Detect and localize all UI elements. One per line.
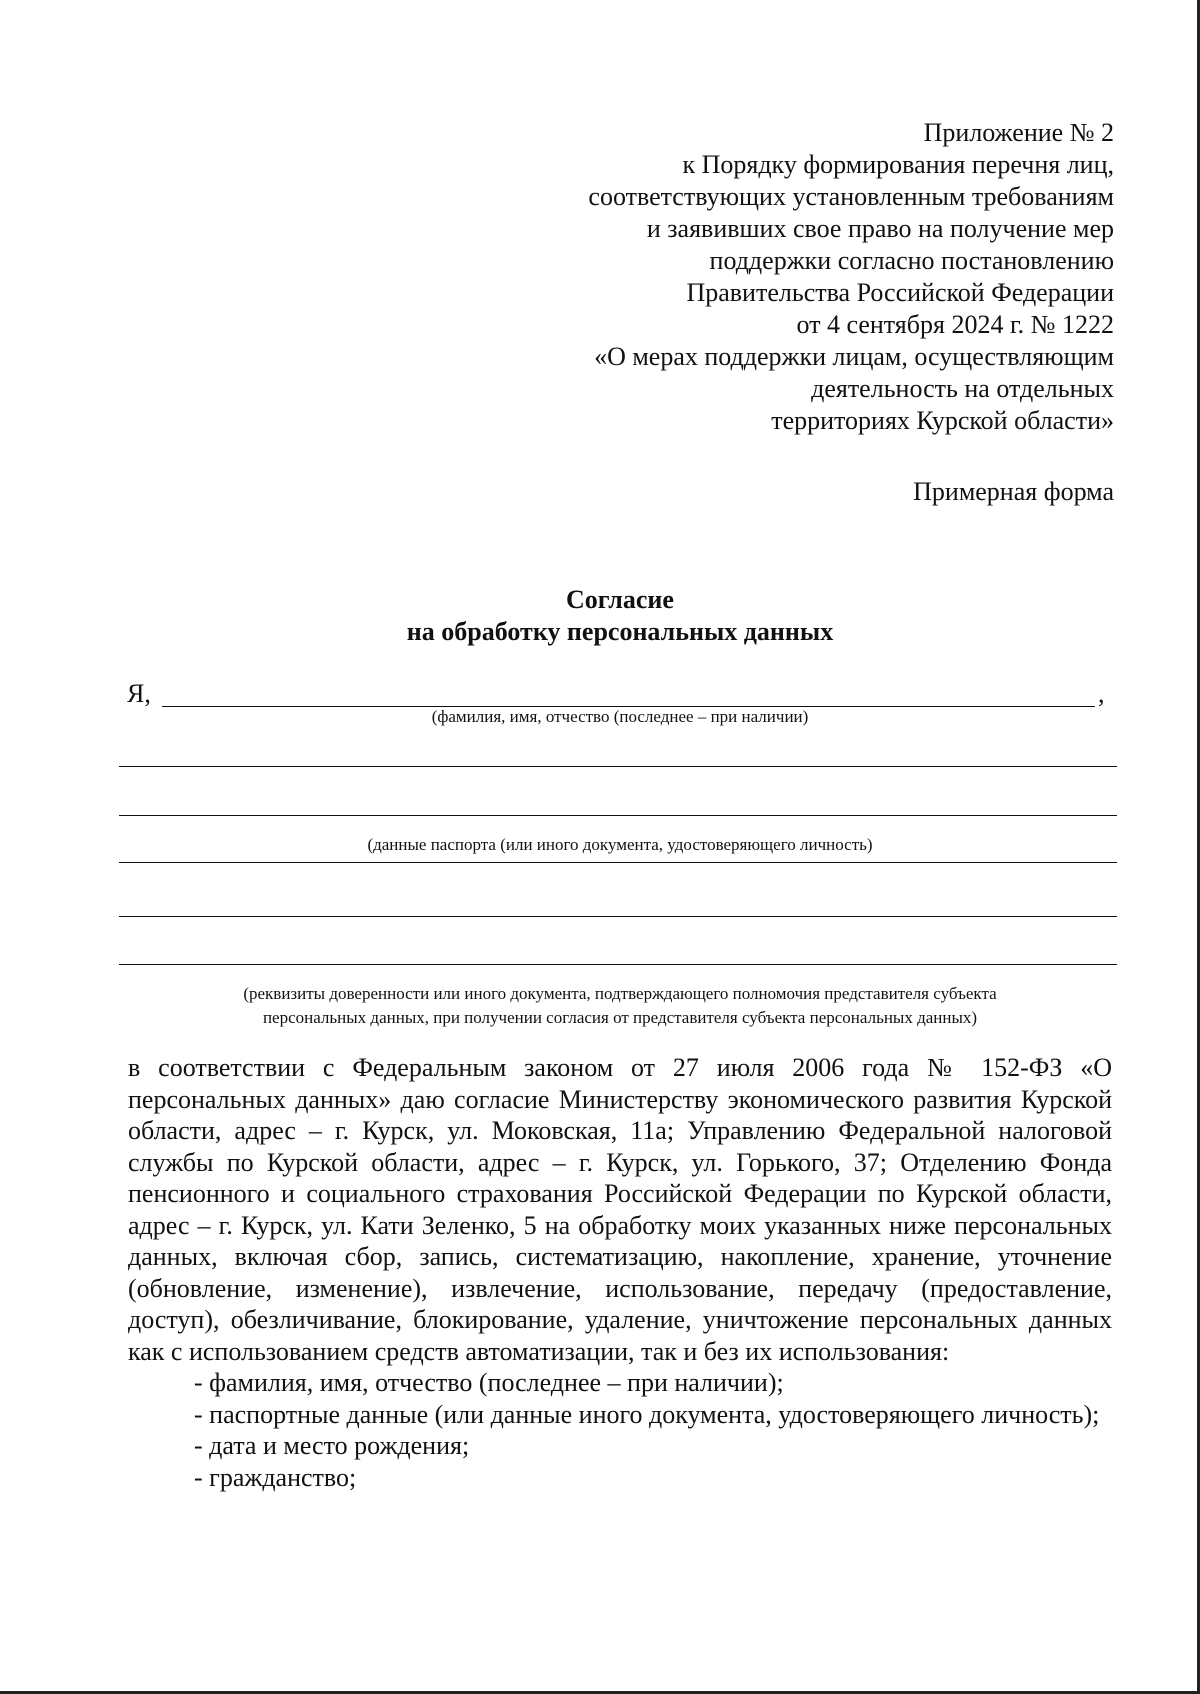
passport-fill-line-2[interactable]	[119, 815, 1117, 816]
appendix-line: Правительства Российской Федерации	[686, 278, 1114, 307]
appendix-line: поддержки согласно постановлению	[709, 246, 1114, 275]
passport-caption: (данные паспорта (или иного документа, удостоверяющего личность)	[367, 835, 873, 854]
subject-comma: ,	[1098, 679, 1105, 708]
list-item: - паспортные данные (или данные иного документа, удостоверяющего личность);	[194, 1399, 1100, 1429]
form-kind-label: Примерная форма	[913, 477, 1114, 506]
title-line-2: на обработку персональных данных	[406, 617, 834, 646]
appendix-line: от 4 сентября 2024 г. № 1222	[796, 310, 1114, 339]
appendix-line: территориях Курской области»	[771, 406, 1114, 435]
appendix-line: к Порядку формирования перечня лиц,	[682, 150, 1114, 179]
power-fill-line-1[interactable]	[119, 862, 1117, 863]
passport-fill-line-1[interactable]	[119, 766, 1117, 767]
appendix-line: Приложение № 2	[923, 118, 1114, 147]
appendix-line: и заявивших свое право на получение мер	[646, 214, 1114, 243]
consent-main-paragraph	[128, 1052, 1112, 1367]
appendix-line: деятельность на отдельных	[811, 374, 1114, 403]
title-line-1: Согласие	[566, 585, 674, 614]
consent-main-text: в соответствии с Федеральным законом от 27 июля 2006 года № 152-ФЗ «О персональных данных» даю согласие Министерству экономического развития Курской области, адрес – г. Курск, ул. Моковская, 11а; Управлению Федеральной налоговой службы по Курской области, адрес – г. Курск, ул. Горького, 37; Отделению Фонда пенсионного и социального страхования Российской Федерации по Курской области, адрес – г. Курск, ул. Кати Зеленко, 5 на обработку моих указанных ниже персональных данных, включая сбор, запись, систематизацию, накопление, хранение, уточнение (обновление, изменение), извлечение, использование, передачу (предоставление, доступ), обезличивание, блокирование, удаление, уничтожение персональных данных	[128, 1053, 1112, 1334]
list-item: - фамилия, имя, отчество (последнее – при наличии);	[194, 1368, 784, 1397]
appendix-line: соответствующих установленным требованиям	[588, 182, 1114, 211]
appendix-header	[494, 117, 1114, 437]
consent-main-text-end: как с использованием средств автоматизации, так и без их использования:	[128, 1336, 950, 1366]
list-item: - дата и место рождения;	[194, 1431, 470, 1460]
power-fill-line-2[interactable]	[119, 916, 1117, 917]
power-fill-line-3[interactable]	[119, 964, 1117, 965]
subject-pronoun: Я,	[127, 679, 151, 708]
name-caption: (фамилия, имя, отчество (последнее – при наличии)	[431, 707, 809, 726]
list-item: - гражданство;	[194, 1462, 357, 1492]
appendix-line: «О мерах поддержки лицам, осуществляющим	[594, 342, 1114, 371]
document-title	[0, 584, 1200, 648]
power-caption-line-2: персональных данных, при получении согласия от представителя субъекта персональных данных)	[262, 1008, 978, 1027]
power-caption-line-1: (реквизиты доверенности или иного документа, подтверждающего полномочия представителя субъекта	[243, 984, 997, 1003]
consent-body	[128, 1052, 1112, 1493]
